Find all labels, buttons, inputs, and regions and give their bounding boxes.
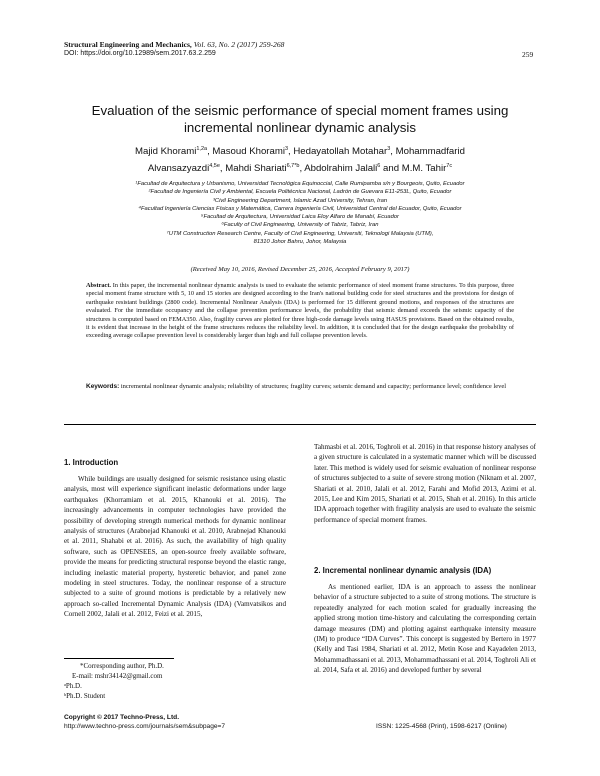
affiliation: 81310 Johor Bahru, Johor, Malaysia bbox=[253, 239, 347, 246]
received-dates: (Received May 10, 2016, Revised December 25, 2016, Accepted February 9, 2017) bbox=[190, 266, 410, 273]
section-divider bbox=[64, 424, 536, 425]
abstract-label: Abstract. bbox=[86, 282, 112, 289]
affiliation: ²Facultad de Ingeniería Civil y Ambiental, Escuela Politécnica Nacional, Ladrón de Guevara E11-253L, Quito, Ecuador bbox=[148, 189, 452, 196]
affiliation: ⁵Facultad de Arquitectura, Universidad Laica Eloy Alfaro de Manabí, Ecuador bbox=[201, 214, 399, 221]
right-column-section-2 bbox=[314, 582, 536, 676]
paper-title bbox=[64, 102, 536, 136]
keywords-text: incremental nonlinear dynamic analysis; reliability of structures; fragility curves; seismic demand and capacity; performance level; confidence level bbox=[120, 383, 507, 390]
title-line-1: Evaluation of the seismic performance of special moment frames using bbox=[91, 103, 509, 118]
page-number: 259 bbox=[522, 50, 534, 59]
issn: ISSN: 1225-4568 (Print), 1598-6217 (Online) bbox=[376, 723, 507, 730]
ida-paragraph: As mentioned earlier, IDA is an approach to assess the nonlinear behavior of a structure subjected to a suite of strong motions. The structure is repeatedly analyzed for each motion scaled for gradually increasing the applied strong motion time-history and calculating the corresponding certain damage measures (DM) and plotting against earthquake intensity measure (IM) to produce “IDA Curves”. This concept is suggested by Bertero in 1977 (Kelly and Tasi 1984, Shariati et al. 2012, Metin Kose and Kayadelen 2013, Mohammadhassani et al. 2013, Mohammadhassani et al. 2014, Toghroli Ali et al. 2014, Safa et al. 2016) and developed further by several bbox=[314, 583, 537, 675]
running-header bbox=[64, 40, 284, 58]
authors-line-2: Alvansazyazdi$^{4,5e}$, Mahdi Shariati$^{6,7*b}$, Abdolrahim Jalali$^6$ and M.M. Tahir$^{7c}$ bbox=[147, 163, 453, 175]
affiliation: ⁶Faculty of Civil Engineering, University of Tabriz, Tabriz, Iran bbox=[221, 222, 379, 229]
title-line-2: incremental nonlinear dynamic analysis bbox=[183, 120, 417, 135]
intro-paragraph: While buildings are usually designed for seismic resistance using elastic analysis, most will experience significant inelastic deformations under large earthquakes (Khorramiam et al. 2015, Khanouki et al. 2016). The increasingly advancements in computer technologies have provided the possibility of developing strength numerical methods for dynamic nonlinear analysis of structures (Arabnejad Khanouki et al. 2010, Arabnejad Khanouki et al. 2011, Shahabi et al. 2016). As such, the availability of high quality software, such as OPENSEES, an open-source freely available software, provide the means for predicting structural response beyond the elastic range, including inelastic material property, hysteretic behavior, and panel zone modeling in steel structures. Today, the nonlinear response of a structure subjected to a suite of ground motions is predictable by a relatively new approach so-called Incremental Dynamic Analysis (IDA) (Vamvatsikos and Cornell 2002, Jalali et al. 2012, Feizi et al. 2015, bbox=[64, 475, 286, 619]
abstract-text: In this paper, the incremental nonlinear dynamic analysis is used to evaluate the seismic performance of steel moment frame structures. To this purpose, three special moment frame structure with 5, 10 and 15 stories are designed according to the Iran's national building code for steel structures and the provisions for design of earthquake resistant buildings (2800 code). Incremental Nonlinear Analysis (IDA) is performed for 15 different ground motions, and responses of the structures are evaluated. For the immediate occupancy and the collapse prevention performance levels, the probability that seismic demand exceeds the seismic capacity of the structures is computed based on FEMA350. Also, fragility curves are plotted for three high-code damage levels using HASUS provisions. Based on the obtained results, it is evident that increase in the height of the frame structures reduces the reliability level. In addition, it is concluded that for the design earthquake the probability of exceeding average collapse prevention level is considerably larger than high and full collapse prevention levels. bbox=[86, 282, 514, 340]
section-1-heading: 1. Introduction bbox=[64, 458, 119, 467]
doi-link[interactable]: DOI: https://doi.org/10.12989/sem.2017.63.2.259 bbox=[64, 50, 216, 57]
affiliation: ⁴Facultad Ingeniería Ciencias Físicas y Matemática, Carrera Ingeniería Civil, Universidad Central del Ecuador, Quito, Ecuador bbox=[138, 205, 462, 212]
copyright: Copyright © 2017 Techno-Press, Ltd. bbox=[64, 714, 180, 721]
affiliation: ⁷UTM Construction Research Centre, Faculty of Civil Engineering, Universiti, Teknologi Malaysia (UTM), bbox=[166, 230, 434, 237]
journal-name: Structural Engineering and Mechanics, bbox=[64, 40, 192, 49]
footnote-a: ᵃPh.D. bbox=[64, 682, 82, 690]
keywords bbox=[86, 383, 514, 392]
corresponding-author: *Corresponding author, Ph.D. bbox=[80, 662, 164, 670]
corresponding-email[interactable]: E-mail: mshr34142@gmail.com bbox=[72, 672, 163, 680]
authors-line-1: Majid Khorami$^{1,2a}$, Masoud Khorami$^3$, Hedayatollah Motahar$^3$, Mohammadfarid bbox=[135, 146, 465, 158]
section-2-heading: 2. Incremental nonlinear dynamic analysis (IDA) bbox=[314, 566, 492, 575]
footnote-divider bbox=[64, 658, 174, 659]
right-column bbox=[314, 442, 536, 525]
author-list bbox=[64, 142, 536, 176]
page-footer bbox=[64, 714, 225, 732]
footnotes bbox=[64, 658, 174, 701]
footnote-b: ᵇPh.D. Student bbox=[64, 692, 106, 700]
volume-info: Vol. 63, No. 2 (2017) 259-268 bbox=[191, 40, 285, 49]
affiliation: ¹Facultad de Arquitectura y Urbanismo, Universidad Tecnológica Equinoccial, Calle Rumipamba s/n y Bourgeois, Quito, Ecuador bbox=[135, 181, 465, 187]
affiliation: ³Civil Engineering Department, Islamic Azad University, Tehran, Iran bbox=[212, 197, 388, 204]
left-column bbox=[64, 474, 286, 620]
abstract bbox=[86, 282, 514, 341]
keywords-label: Keywords: bbox=[86, 383, 120, 390]
intro-paragraph-continued: Tahmasbi et al. 2016, Toghroli et al. 2016) in that response history analyses of a given structure is calculated in a systematic manner which will be discussed later. This method is widely used for seismic evaluation of nonlinear response of structures subjected to a suite of severe strong motion (Niknam et al. 2007, Shariati et al. 2010, Jalali et al. 2012, Farahi and Mofid 2013, Azimi et al. 2015, Lee and Kim 2015, Shariati et al. 2015, Shah et al. 2016). In this article IDA approach together with fragility analysis are used to evaluate the seismic performance of special moment frames. bbox=[314, 443, 536, 524]
affiliations bbox=[64, 180, 536, 246]
publisher-url[interactable]: http://www.techno-press.com/journals/sem&subpage=7 bbox=[64, 722, 226, 730]
